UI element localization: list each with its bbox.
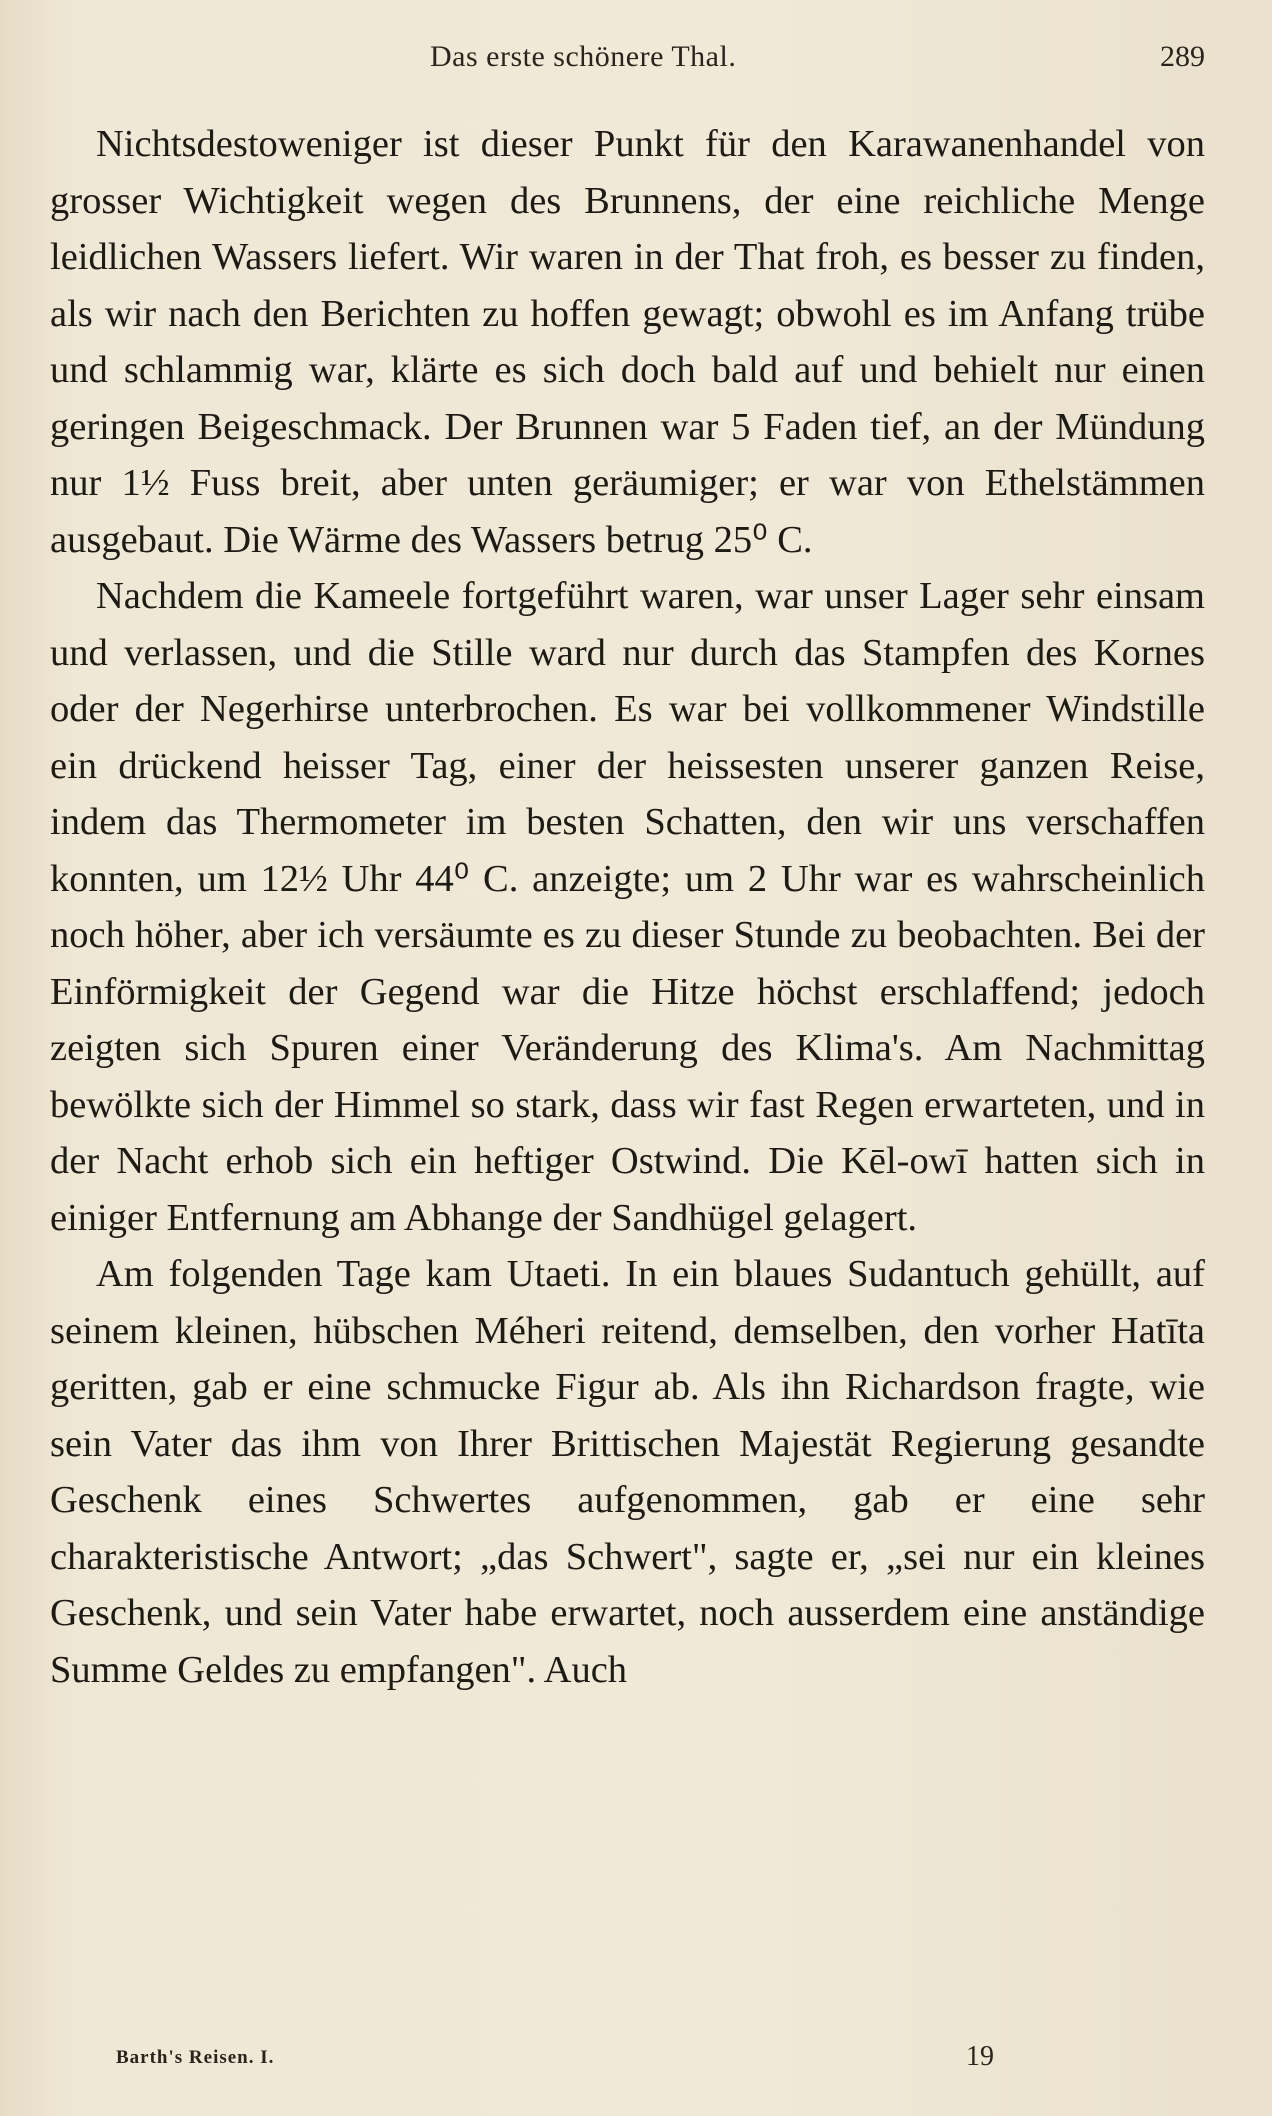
footer-signature: 19 [966, 2041, 994, 2072]
page-footer [50, 2041, 1205, 2081]
paragraph: Nichtsdestoweniger ist dieser Punkt für den Karawanenhandel von grosser Wichtigkeit wegen des Brunnens, der eine reichliche Menge leidlichen Wassers liefert. Wir waren in der That froh, es besser zu finden, als wir nach den Berichten zu hoffen gewagt; obwohl es im Anfang trübe und schlammig war, klärte es sich doch bald auf und behielt nur einen geringen Beigeschmack. Der Brunnen war 5 Faden tief, an der Mündung nur 1½ Fuss breit, aber unten geräumiger; er war von Ethelstämmen ausgebaut. Die Wärme des Wassers betrug 25⁰ C. [50, 123, 1205, 561]
paragraph: Nachdem die Kameele fortgeführt waren, war unser Lager sehr einsam und verlassen, und die Stille ward nur durch das Stampfen des Kornes oder der Negerhirse unterbrochen. Es war bei vollkommener Windstille ein drückend heisser Tag, einer der heissesten unserer ganzen Reise, indem das Thermometer im besten Schatten, den wir uns verschaffen konnten, um 12½ Uhr 44⁰ C. anzeigte; um 2 Uhr war es wahrscheinlich noch höher, aber ich versäumte es zu dieser Stunde zu beobachten. Bei der Einförmigkeit der Gegend war die Hitze höchst erschlaffend; jedoch zeigten sich Spuren einer Veränderung des Klima's. Am Nachmittag bewölkte sich der Himmel so stark, dass wir fast Regen erwarteten, und in der Nacht erhob sich ein heftiger Ostwind. Die Kēl-owī hatten sich in einiger Entfernung am Abhange der Sandhügel gelagert. [50, 575, 1205, 1239]
page-number: 289 [1160, 40, 1205, 73]
body-text [50, 116, 1205, 1698]
running-head-title: Das erste schönere Thal. [430, 40, 737, 73]
running-head [50, 40, 1205, 80]
paragraph: Am folgenden Tage kam Utaeti. In ein blaues Sudantuch gehüllt, auf seinem kleinen, hübschen Méheri reitend, demselben, den vorher Hatīta geritten, gab er eine schmucke Figur ab. Als ihn Richardson fragte, wie sein Vater das ihm von Ihrer Brittischen Majestät Regierung gesandte Geschenk eines Schwertes aufgenommen, gab er eine sehr charakteristische Antwort; „das Schwert", sagte er, „sei nur ein kleines Geschenk, und sein Vater habe erwartet, noch ausserdem eine anständige Summe Geldes zu empfangen". Auch [50, 1253, 1205, 1691]
footer-book-title: Barth's Reisen. I. [116, 2047, 275, 2068]
